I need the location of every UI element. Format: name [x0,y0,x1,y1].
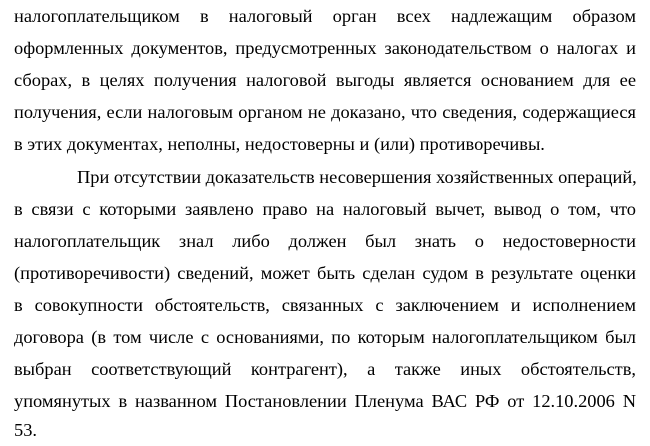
text-line: выбран соответствующий контрагент), а также иных обстоятельств, [14,359,636,379]
text-line: в этих документах, неполны, недостоверны и (или) противоречивы. [14,134,545,154]
text-line: 53. [14,420,37,440]
text-line: упомянутых в названном Постановлении Пленума ВАС РФ от 12.10.2006 N [14,391,636,411]
text-line: (противоречивости) сведений, может быть сделан судом в результате оценки [14,263,636,283]
text-line: налогоплательщиком в налоговый орган всех надлежащим образом [14,6,636,26]
text-line: в совокупности обстоятельств, связанных с заключением и исполнением [14,295,636,315]
text-line: налогоплательщик знал либо должен был знать о недостоверности [14,231,636,251]
text-line: договора (в том числе с основаниями, по которым налогоплательщиком был [14,327,636,347]
text-line: в связи с которыми заявлено право на налоговый вычет, вывод о том, что [14,199,636,219]
text-line: При отсутствии доказательств несовершения хозяйственных операций, [77,167,637,187]
text-line: получения, если налоговым органом не доказано, что сведения, содержащиеся [14,102,636,122]
text-line: оформленных документов, предусмотренных законодательством о налогах и [14,38,636,58]
text-line: сборах, в целях получения налоговой выгоды является основанием для ее [14,70,636,90]
